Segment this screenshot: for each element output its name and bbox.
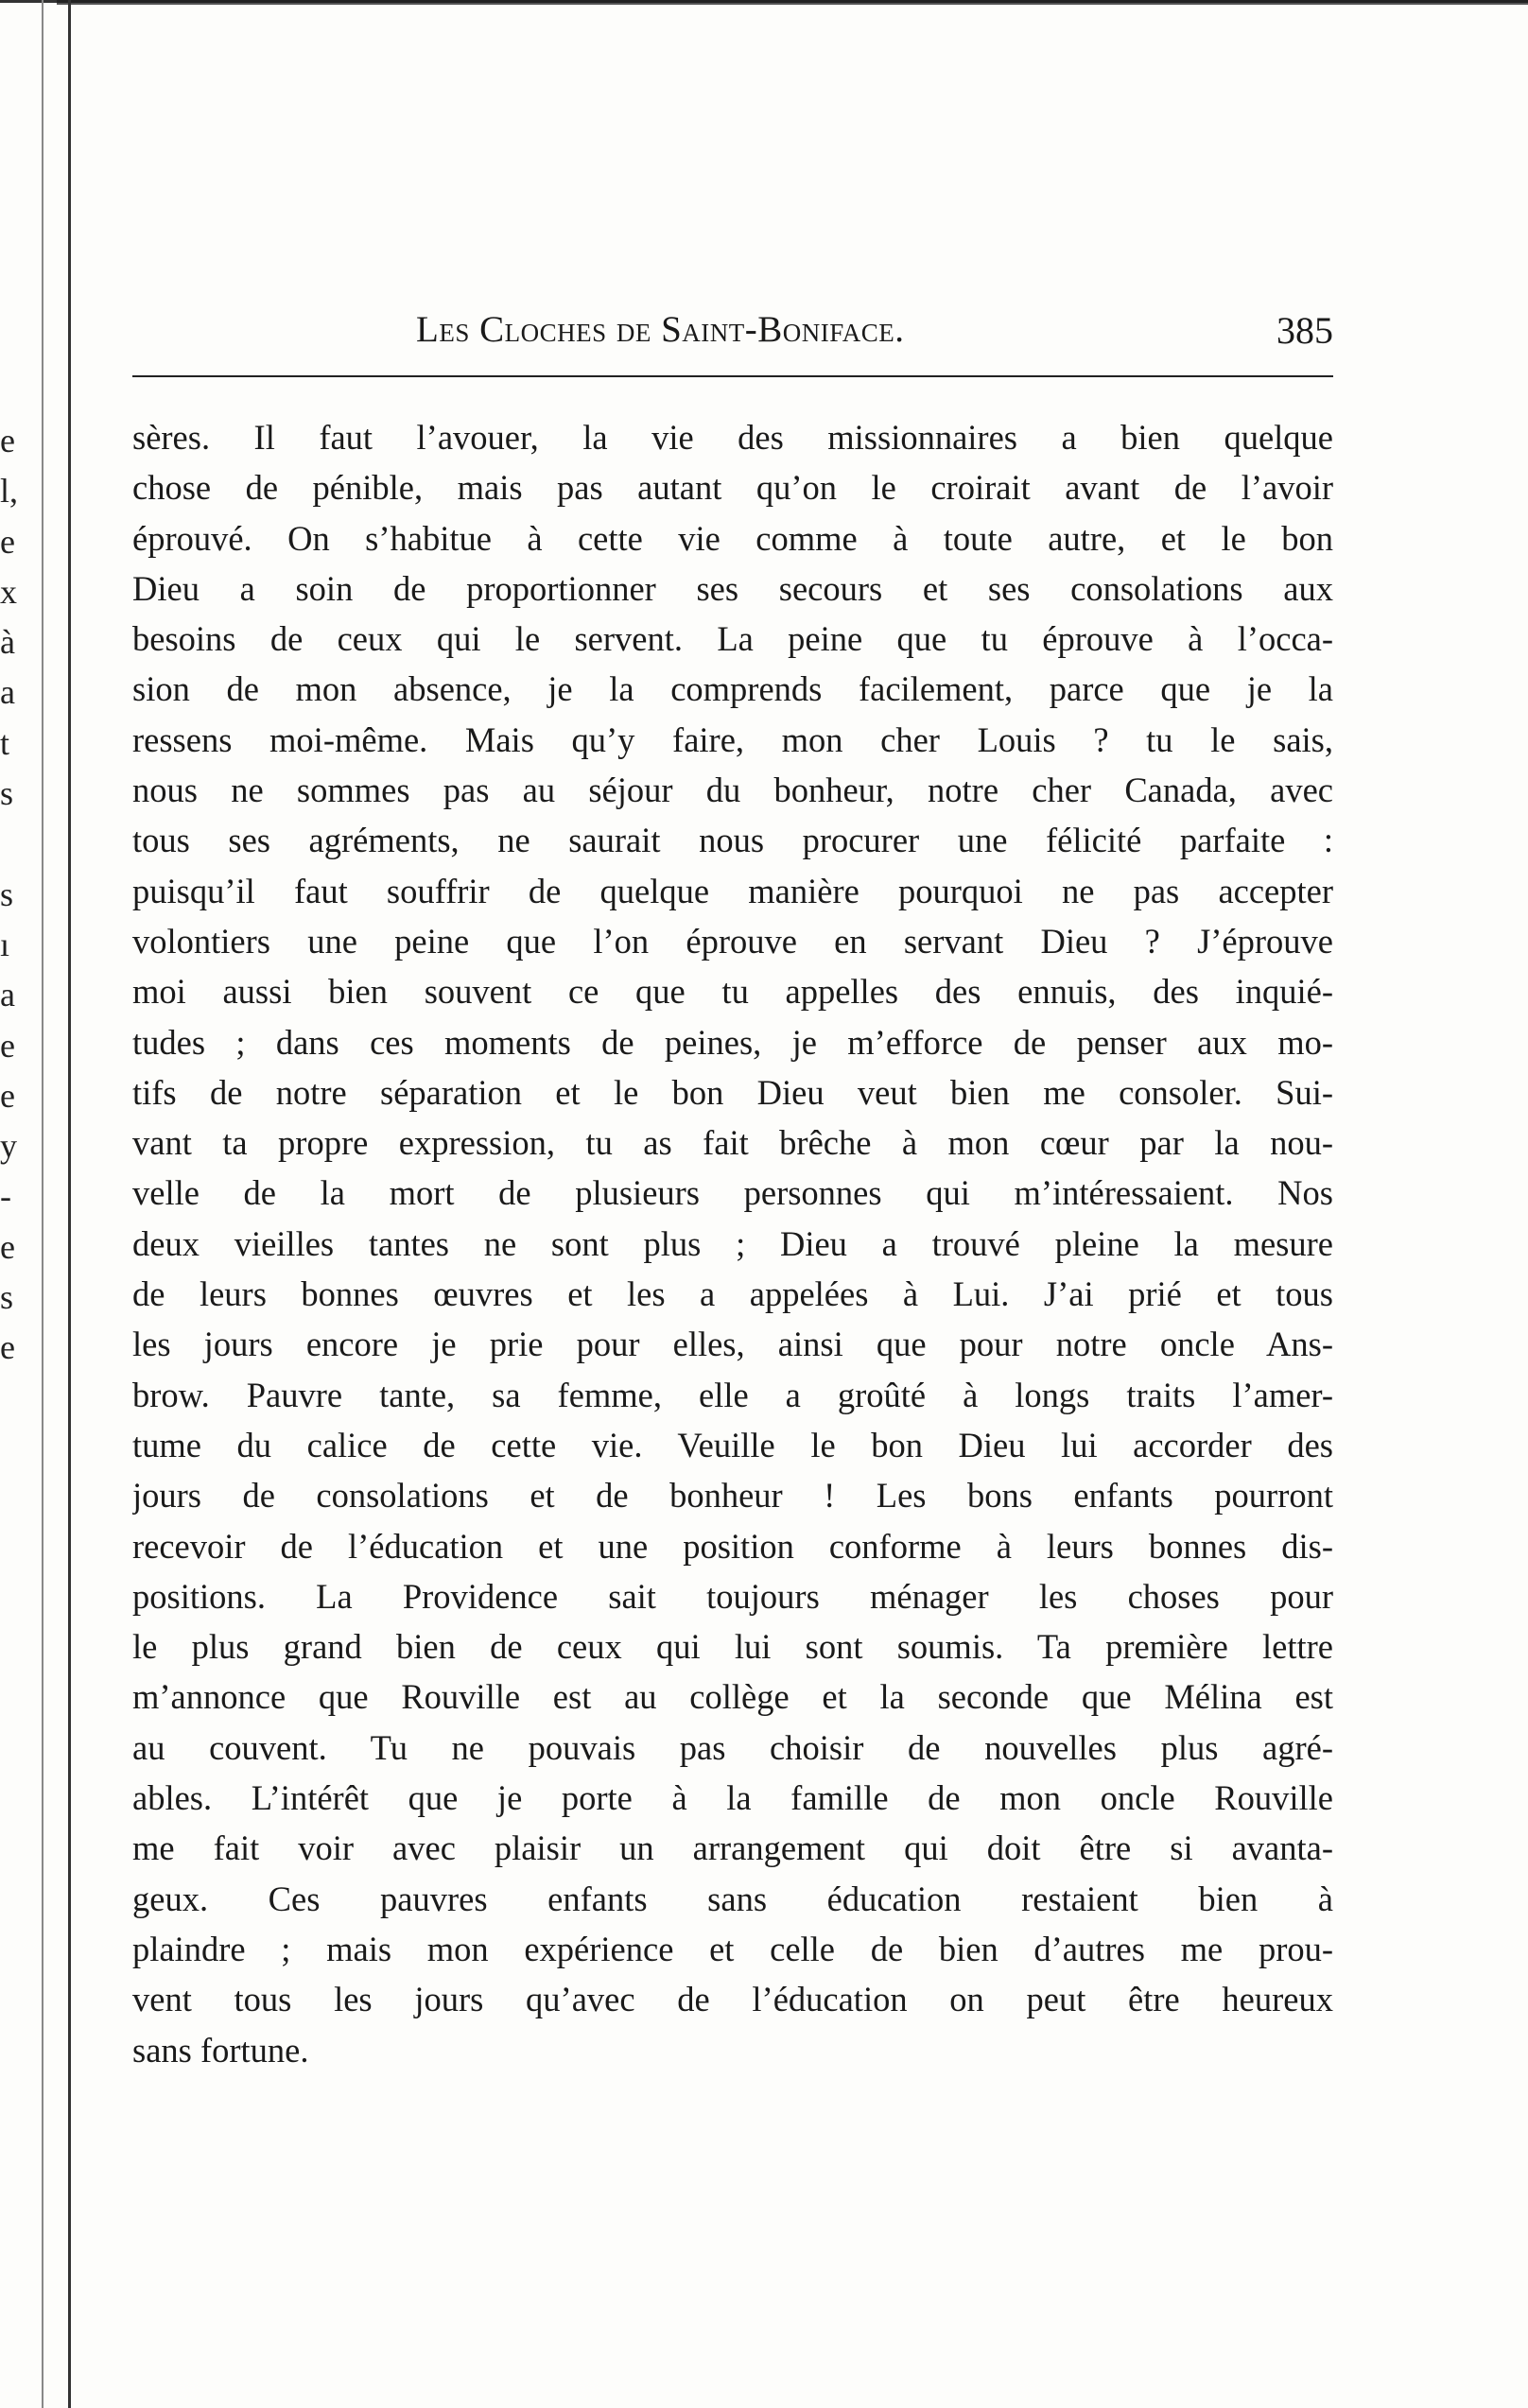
text-line: vent tous les jours qu’avec de l’éducation on peut être heureux: [132, 1980, 1333, 2019]
facing-fragment: l,: [0, 472, 19, 511]
facing-fragment: s: [0, 1278, 14, 1317]
page-number: 385: [1276, 309, 1333, 352]
text-line: tume du calice de cette vie. Veuille le bon Dieu lui accorder des: [132, 1425, 1333, 1464]
text-line: chose de pénible, mais pas autant qu’on le croirait avant de l’avoir: [132, 468, 1333, 508]
facing-fragment: e: [0, 1026, 15, 1065]
running-header: [132, 308, 1333, 361]
text-line: me fait voir avec plaisir un arrangement qui doit être si avanta-: [132, 1828, 1333, 1868]
facing-fragment: x: [0, 572, 17, 611]
header-rule: [132, 375, 1333, 377]
text-line: plaindre ; mais mon expérience et celle de bien d’autres me prou-: [132, 1929, 1333, 1968]
text-line: deux vieilles tantes ne sont plus ; Dieu a trouvé pleine la mesure: [132, 1223, 1333, 1263]
facing-fragment: ı: [0, 925, 10, 963]
text-line: sans fortune.: [132, 2030, 309, 2070]
facing-fragment: t: [0, 723, 10, 762]
binding-line-inner: [68, 0, 71, 2408]
text-line: m’annonce que Rouville est au collège et la seconde que Mélina est: [132, 1677, 1333, 1717]
facing-fragment: e: [0, 1076, 15, 1115]
facing-fragment: e: [0, 1227, 15, 1266]
text-line: Dieu a soin de proportionner ses secours et ses consolations aux: [132, 568, 1333, 608]
text-line: au couvent. Tu ne pouvais pas choisir de nouvelles plus agré-: [132, 1727, 1333, 1767]
binding-line-outer: [42, 0, 43, 2408]
text-line: moi aussi bien souvent ce que tu appelles des ennuis, des inquié-: [132, 972, 1333, 1012]
running-title: Les Cloches de Saint-Boniface.: [416, 309, 905, 350]
text-line: ressens moi-même. Mais qu’y faire, mon cher Louis ? tu le sais,: [132, 719, 1333, 759]
facing-fragment: à: [0, 623, 15, 662]
facing-fragment: a: [0, 976, 15, 1014]
text-line: jours de consolations et de bonheur ! Les bons enfants pourront: [132, 1476, 1333, 1516]
text-line: éprouvé. On s’habitue à cette vie comme à toute autre, et le bon: [132, 518, 1333, 558]
text-line: sion de mon absence, je la comprends facilement, parce que je la: [132, 669, 1333, 709]
facing-fragment: [0, 819, 19, 869]
text-line: positions. La Providence sait toujours ménager les choses pour: [132, 1576, 1333, 1616]
text-line: tifs de notre séparation et le bon Dieu veut bien me consoler. Sui-: [132, 1072, 1333, 1112]
facing-page-fragments: [0, 416, 19, 1374]
text-line: recevoir de l’éducation et une position conforme à leurs bonnes dis-: [132, 1526, 1333, 1566]
facing-fragment: s: [0, 774, 14, 813]
text-line: sères. Il faut l’avouer, la vie des missionnaires a bien quelque: [132, 418, 1333, 457]
text-line: vant ta propre expression, tu as fait brêche à mon cœur par la nou-: [132, 1123, 1333, 1163]
text-line: le plus grand bien de ceux qui lui sont soumis. Ta première lettre: [132, 1627, 1333, 1667]
text-line: tudes ; dans ces moments de peines, je m’efforce de penser aux mo-: [132, 1022, 1333, 1062]
text-line: geux. Ces pauvres enfants sans éducation restaient bien à: [132, 1879, 1333, 1918]
text-line: tous ses agréments, ne saurait nous procurer une félicité parfaite :: [132, 821, 1333, 860]
facing-fragment: s: [0, 875, 14, 913]
text-line: de leurs bonnes œuvres et les a appelées à Lui. J’ai prié et tous: [132, 1274, 1333, 1314]
facing-fragment: y: [0, 1127, 17, 1166]
facing-fragment: -: [0, 1177, 11, 1216]
text-line: ables. L’intérêt que je porte à la famille de mon oncle Rouville: [132, 1778, 1333, 1818]
scan-edge-top: [57, 0, 1528, 9]
text-line: volontiers une peine que l’on éprouve en servant Dieu ? J’éprouve: [132, 921, 1333, 961]
text-line: velle de la mort de plusieurs personnes qui m’intéressaient. Nos: [132, 1173, 1333, 1213]
facing-fragment: e: [0, 1328, 15, 1367]
text-line: puisqu’il faut souffrir de quelque manière pourquoi ne pas accepter: [132, 871, 1333, 910]
text-line: brow. Pauvre tante, sa femme, elle a groûté à longs traits l’amer-: [132, 1375, 1333, 1414]
facing-fragment: a: [0, 673, 15, 712]
text-line: besoins de ceux qui le servent. La peine que tu éprouve à l’occa-: [132, 619, 1333, 659]
facing-fragment: e: [0, 522, 15, 561]
scan-edge-left: [0, 0, 57, 13]
text-line: nous ne sommes pas au séjour du bonheur, notre cher Canada, avec: [132, 771, 1333, 810]
facing-fragment: e: [0, 422, 15, 459]
text-line: les jours encore je prie pour elles, ainsi que pour notre oncle Ans-: [132, 1325, 1333, 1364]
body-text: [132, 412, 1333, 2075]
